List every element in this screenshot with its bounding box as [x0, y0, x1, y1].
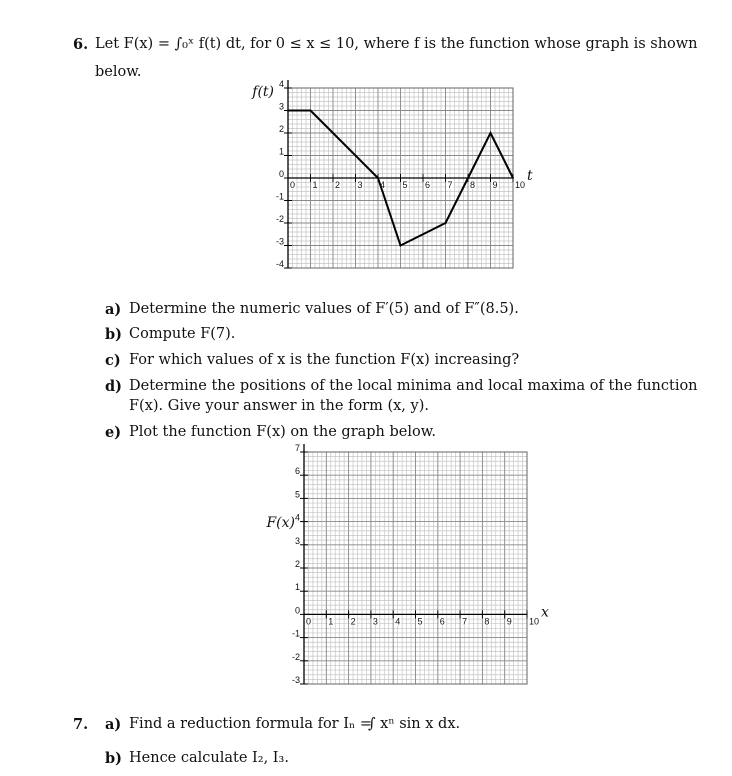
- y-tick-label: 2: [278, 124, 284, 134]
- part-7a-integrand: ∫ xⁿ sin x dx.: [368, 716, 461, 732]
- y-tick-label: 0: [294, 605, 300, 616]
- x-tick-label: 8: [470, 180, 476, 190]
- y-tick-label: 3: [278, 101, 284, 112]
- y-tick-label: -1: [291, 628, 300, 639]
- x-tick-label: 6: [439, 616, 445, 627]
- x-tick-label: 7: [447, 180, 453, 190]
- problem-6-number: 6.: [73, 36, 89, 53]
- part-6d-text-line2: F(x). Give your answer in the form (x, y).: [129, 398, 429, 414]
- y-axis-title: F(x): [266, 515, 295, 531]
- part-6e-text: Plot the function F(x) on the graph below.: [129, 424, 437, 440]
- intro-rest: , for 0 ≤ x ≤ 10, where f is the function whose graph is shown: [240, 36, 698, 52]
- part-6e-label: e): [105, 424, 122, 441]
- intro-definition: F(x) = ∫₀ˣ f(t) dt: [123, 36, 241, 52]
- x-tick-label: 9: [506, 616, 512, 627]
- y-axis-title: f(t): [252, 84, 274, 100]
- x-tick-label: 3: [357, 180, 363, 190]
- y-tick-label: -3: [275, 236, 284, 247]
- x-tick-label: 0: [290, 180, 296, 190]
- y-tick-label: -2: [275, 214, 284, 224]
- x-axis-title: x: [541, 604, 549, 621]
- y-tick-label: 0: [278, 169, 284, 179]
- part-6d-label: d): [105, 378, 122, 395]
- y-tick-label: -2: [291, 651, 300, 662]
- x-tick-label: 7: [462, 616, 468, 627]
- problem-7-number: 7.: [73, 716, 89, 733]
- part-7b-text: Hence calculate I₂, I₃.: [129, 750, 289, 766]
- y-tick-label: 4: [294, 512, 300, 523]
- x-tick-label: 6: [425, 180, 431, 190]
- y-tick-label: 1: [294, 582, 300, 593]
- x-tick-label: 5: [417, 616, 423, 627]
- part-6d-text: Determine the positions of the local minima and local maxima of the function: [129, 378, 698, 394]
- x-tick-label: 0: [306, 616, 312, 627]
- x-tick-label: 8: [484, 616, 490, 627]
- part-7b-label: b): [105, 750, 122, 767]
- x-tick-label: 10: [515, 180, 526, 190]
- y-tick-label: 5: [294, 489, 300, 500]
- part-6a-label: a): [105, 301, 122, 318]
- problem-6-intro-line2: below.: [95, 64, 142, 80]
- x-tick-label: 1: [328, 616, 334, 627]
- y-tick-label: -1: [275, 191, 284, 202]
- y-tick-label: 1: [278, 146, 284, 157]
- intro-prefix: Let: [95, 36, 120, 52]
- x-axis-title: t: [527, 168, 533, 184]
- x-tick-label: 3: [372, 616, 378, 627]
- y-tick-label: -4: [275, 259, 284, 269]
- x-tick-label: 4: [380, 180, 386, 190]
- x-tick-label: 9: [492, 180, 498, 190]
- part-6b-text: Compute F(7).: [129, 326, 236, 342]
- y-tick-label: 3: [294, 535, 300, 546]
- part-6b-label: b): [105, 326, 122, 343]
- part-6c-text: For which values of x is the function F(x) increasing?: [129, 352, 520, 368]
- x-tick-label: 1: [312, 180, 318, 190]
- x-tick-label: 2: [335, 180, 341, 190]
- y-tick-label: 2: [294, 559, 300, 569]
- part-6a-text: Determine the numeric values of F′(5) and of F″(8.5).: [129, 301, 519, 317]
- y-tick-label: 6: [294, 466, 300, 477]
- y-tick-label: 7: [294, 443, 300, 453]
- part-6c-label: c): [105, 352, 121, 369]
- part-7a-text: Find a reduction formula for Iₙ =: [129, 716, 372, 732]
- x-tick-label: 2: [350, 616, 356, 627]
- x-tick-label: 4: [395, 616, 401, 627]
- part-7a-label: a): [105, 716, 122, 733]
- x-tick-label: 10: [529, 616, 540, 627]
- y-tick-label: 4: [278, 79, 284, 89]
- x-tick-label: 5: [402, 180, 408, 190]
- y-tick-label: -3: [291, 675, 300, 685]
